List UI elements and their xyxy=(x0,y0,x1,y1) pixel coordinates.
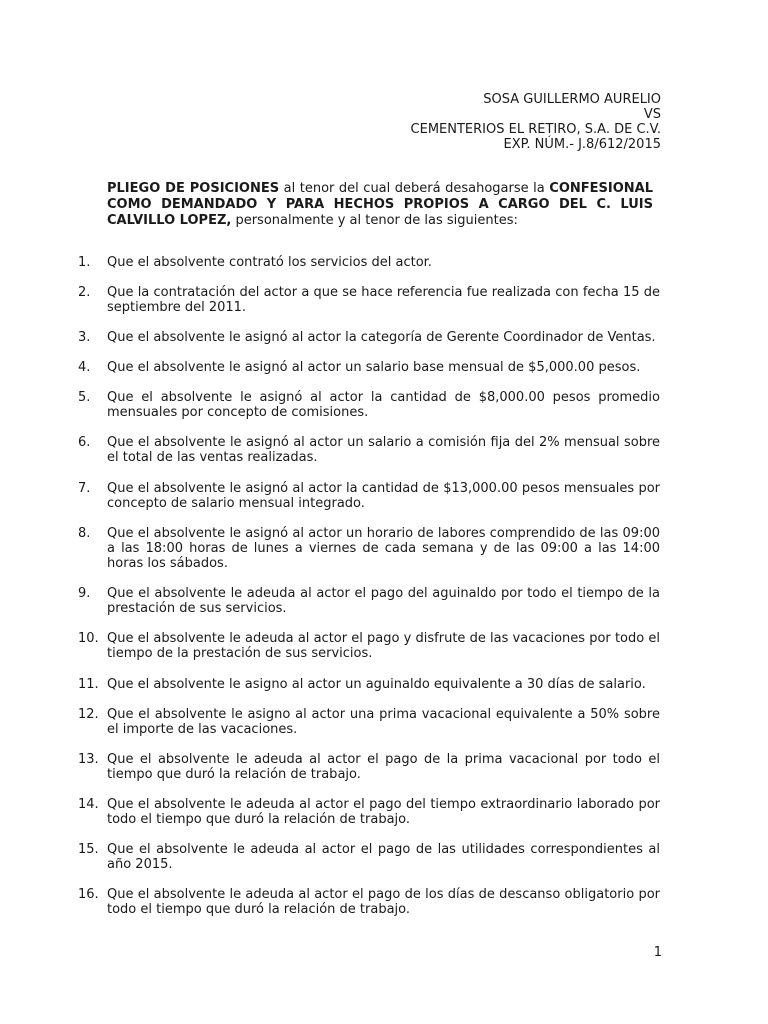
item-text: Que el absolvente le asignó al actor un horario de labores comprendido de las 09:00 a las 18:00 horas de lunes a viernes de cada semana y de las 09:00 a las 14:00 horas los sábados. xyxy=(107,526,660,571)
item-number: 1. xyxy=(78,255,91,270)
item-text: Que el absolvente le asignó al actor un salario base mensual de $5,000.00 pesos. xyxy=(107,360,641,375)
intro-bold-subject: CONFESIONAL COMO DEMANDADO Y PARA HECHOS PROPIOS A CARGO DEL C. LUIS CALVILLO LOPEZ, xyxy=(107,181,653,228)
item-text: Que el absolvente le asigno al actor una prima vacacional equivalente a 50% sobre el importe de las vacaciones. xyxy=(107,707,660,737)
item-text: Que el absolvente le asigno al actor un aguinaldo equivalente a 30 días de salario. xyxy=(107,677,646,692)
item-number: 10. xyxy=(78,631,99,646)
item-text: Que el absolvente le asignó al actor la cantidad de $13,000.00 pesos mensuales por concepto de salario mensual integrado. xyxy=(107,481,660,511)
intro-bold-title: PLIEGO DE POSICIONES xyxy=(107,181,280,196)
item-number: 3. xyxy=(78,330,91,345)
item-number: 16. xyxy=(78,887,99,902)
item-number: 6. xyxy=(78,435,91,450)
item-number: 13. xyxy=(78,752,99,767)
item-text: Que la contratación del actor a que se hace referencia fue realizada con fecha 15 de septiembre del 2011. xyxy=(107,285,660,315)
item-number: 5. xyxy=(78,390,91,405)
intro-paragraph xyxy=(107,181,653,229)
intro-text-2: personalmente y al tenor de las siguientes: xyxy=(231,213,518,228)
item-number: 9. xyxy=(78,586,91,601)
page-number: 1 xyxy=(653,945,662,960)
item-text: Que el absolvente le asignó al actor la cantidad de $8,000.00 pesos promedio mensuales por concepto de comisiones. xyxy=(107,390,660,420)
case-number: EXP. NÚM.- J.8/612/2015 xyxy=(503,137,661,152)
item-text: Que el absolvente le adeuda al actor el pago de la prima vacacional por todo el tiempo que duró la relación de trabajo. xyxy=(107,752,660,782)
item-number: 14. xyxy=(78,797,99,812)
item-number: 15. xyxy=(78,842,99,857)
item-number: 12. xyxy=(78,707,99,722)
item-text: Que el absolvente le adeuda al actor el pago del tiempo extraordinario laborado por todo el tiempo que duró la relación de trabajo. xyxy=(107,797,660,827)
plaintiff-name: SOSA GUILLERMO AURELIO xyxy=(483,92,661,107)
item-number: 8. xyxy=(78,526,91,541)
item-number: 11. xyxy=(78,677,99,692)
item-text: Que el absolvente le adeuda al actor el pago del aguinaldo por todo el tiempo de la prestación de sus servicios. xyxy=(107,586,660,616)
item-text: Que el absolvente le adeuda al actor el pago de las utilidades correspondientes al año 2015. xyxy=(107,842,660,872)
item-number: 7. xyxy=(78,481,91,496)
item-text: Que el absolvente le asignó al actor la categoría de Gerente Coordinador de Ventas. xyxy=(107,330,656,345)
versus-label: VS xyxy=(643,107,661,122)
item-text: Que el absolvente le adeuda al actor el pago y disfrute de las vacaciones por todo el tiempo de la prestación de sus servicios. xyxy=(107,631,660,661)
item-number: 2. xyxy=(78,285,91,300)
case-header xyxy=(411,92,661,152)
item-text: Que el absolvente contrató los servicios del actor. xyxy=(107,255,432,270)
item-text: Que el absolvente le asignó al actor un salario a comisión fija del 2% mensual sobre el total de las ventas realizadas. xyxy=(107,435,660,465)
item-text: Que el absolvente le adeuda al actor el pago de los días de descanso obligatorio por todo el tiempo que duró la relación de trabajo. xyxy=(107,887,660,917)
item-number: 4. xyxy=(78,360,91,375)
intro-text-1: al tenor del cual deberá desahogarse la xyxy=(279,181,550,196)
defendant-name: CEMENTERIOS EL RETIRO, S.A. DE C.V. xyxy=(410,122,661,137)
